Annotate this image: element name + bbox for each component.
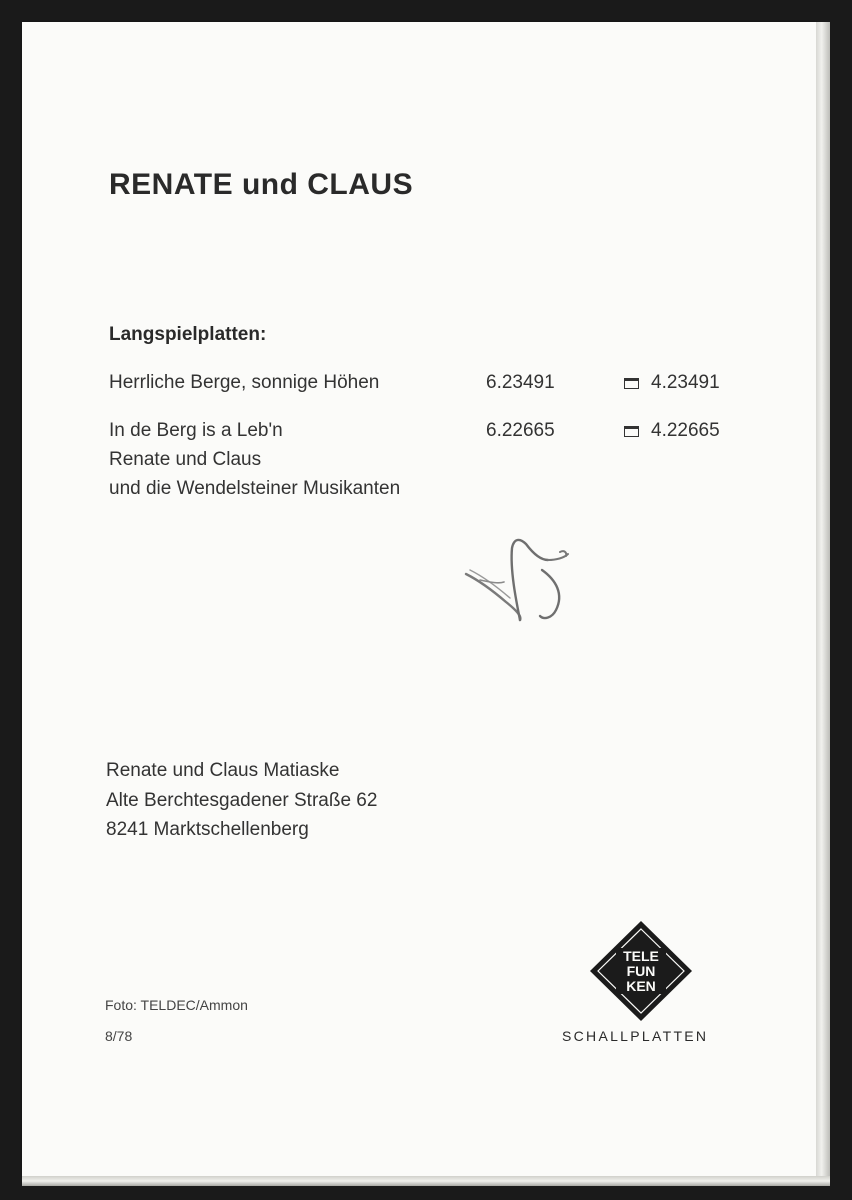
address-street: Alte Berchtesgadener Straße 62 — [106, 790, 378, 811]
record-mc-number-1: 4.23491 — [651, 372, 720, 393]
record-lp-number-2: 6.22665 — [486, 420, 555, 441]
card-edge-bottom — [22, 1176, 830, 1186]
cassette-icon — [624, 426, 639, 437]
label-schallplatten: SCHALLPLATTEN — [562, 1028, 709, 1044]
handwritten-signature — [460, 530, 580, 630]
photo-credit: Foto: TELDEC/Ammon — [105, 997, 248, 1013]
card-edge-right — [816, 22, 830, 1176]
date-code: 8/78 — [105, 1028, 133, 1044]
record-title-2: In de Berg is a Leb'n — [109, 420, 283, 441]
logo-text-line-2: FUN — [626, 963, 656, 979]
record-mc-number-2: 4.22665 — [651, 420, 720, 441]
record-lp-number-1: 6.23491 — [486, 372, 555, 393]
cassette-icon — [624, 378, 639, 389]
telefunken-logo — [588, 920, 694, 1022]
logo-text-line-1: TELE — [623, 948, 659, 964]
record-subtitle-line-1: Renate und Claus — [109, 449, 262, 470]
record-subtitle-line-2: und die Wendelsteiner Musikanten — [109, 478, 401, 499]
logo-text-line-3: KEN — [626, 978, 656, 994]
record-title-1: Herrliche Berge, sonnige Höhen — [109, 372, 380, 393]
address-name: Renate und Claus Matiaske — [106, 760, 340, 781]
section-heading: Langspielplatten: — [109, 324, 267, 345]
artist-title: RENATE und CLAUS — [109, 168, 414, 201]
address-city: 8241 Marktschellenberg — [106, 819, 309, 840]
